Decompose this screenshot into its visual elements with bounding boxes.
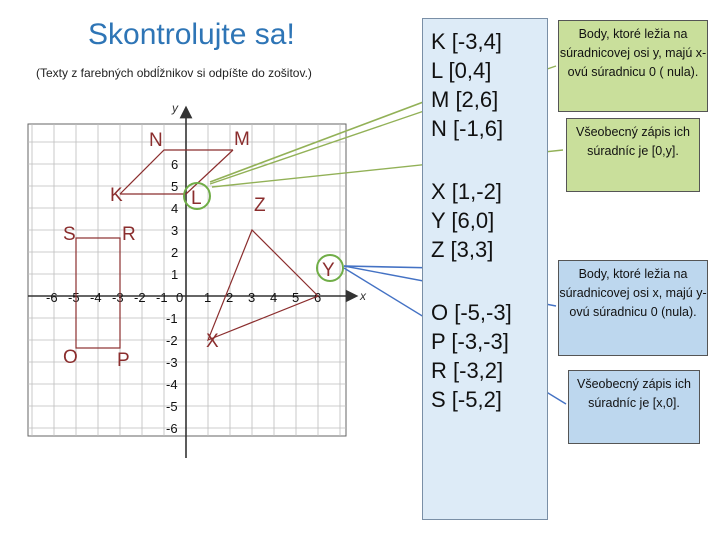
note-y-axis-rule: Body, ktoré ležia na súradnicovej osi y, majú x-ovú súradnicu 0 ( nula).: [558, 20, 708, 112]
note-x-axis-general: Všeobecný zápis ich súradníc je [x,0].: [568, 370, 700, 444]
x-tick-label: -3: [112, 290, 124, 305]
x-tick-label: 3: [248, 290, 256, 305]
x-tick-label: 2: [226, 290, 234, 305]
x-tick-label: 5: [292, 290, 300, 305]
coord-y: Y [6,0]: [431, 208, 495, 233]
point-label-n: N: [149, 130, 163, 151]
y-tick-label: 1: [171, 267, 179, 282]
point-label-r: R: [122, 224, 136, 245]
point-label-m: M: [234, 129, 250, 150]
coord-z: Z [3,3]: [431, 237, 494, 262]
x-axis-label: x: [360, 289, 366, 303]
x-tick-label: 0: [176, 290, 184, 305]
coord-o: O [-5,-3]: [431, 300, 512, 325]
coord-n: N [-1,6]: [431, 116, 504, 141]
x-tick-label: -1: [156, 290, 168, 305]
x-tick-label: -4: [90, 290, 102, 305]
y-tick-label: 2: [171, 245, 179, 260]
y-axis-label: y: [172, 101, 178, 115]
y-tick-label: 6: [171, 157, 179, 172]
coord-m: M [2,6]: [431, 87, 499, 112]
coord-p: P [-3,-3]: [431, 329, 509, 354]
y-tick-label: -2: [166, 333, 178, 348]
point-label-s: S: [63, 224, 76, 245]
point-label-l: L: [191, 188, 202, 209]
y-tick-label: -5: [166, 399, 178, 414]
page-subtitle: (Texty z farebných obdĺžnikov si odpíšte do zošitov.): [36, 66, 312, 80]
x-tick-label: -2: [134, 290, 146, 305]
coord-s: S [-5,2]: [431, 387, 502, 412]
x-tick-label: -6: [46, 290, 58, 305]
y-tick-label: -4: [166, 377, 178, 392]
point-label-k: K: [110, 185, 123, 206]
y-tick-label: -1: [166, 311, 178, 326]
point-label-o: O: [63, 347, 78, 368]
y-tick-label: 3: [171, 223, 179, 238]
y-tick-label: -3: [166, 355, 178, 370]
x-tick-label: 6: [314, 290, 322, 305]
coord-k: K [-3,4]: [431, 29, 502, 54]
x-tick-label: 4: [270, 290, 278, 305]
point-label-z: Z: [254, 195, 266, 216]
point-label-p: P: [117, 350, 130, 371]
x-tick-label: 1: [204, 290, 212, 305]
coord-x: X [1,-2]: [431, 179, 502, 204]
page-title: Skontrolujte sa!: [88, 18, 295, 51]
coord-l: L [0,4]: [431, 58, 492, 83]
y-tick-label: -6: [166, 421, 178, 436]
point-label-y: Y: [322, 260, 335, 281]
y-tick-label: 5: [171, 179, 179, 194]
point-label-x: X: [206, 331, 219, 352]
coord-r: R [-3,2]: [431, 358, 504, 383]
x-tick-label: -5: [68, 290, 80, 305]
note-y-axis-general: Všeobecný zápis ich súradníc je [0,y].: [566, 118, 700, 192]
note-x-axis-rule: Body, ktoré ležia na súradnicovej osi x, majú y-ovú súradnicu 0 (nula).: [558, 260, 708, 356]
coordinates-panel: [422, 18, 548, 520]
y-tick-label: 4: [171, 201, 179, 216]
